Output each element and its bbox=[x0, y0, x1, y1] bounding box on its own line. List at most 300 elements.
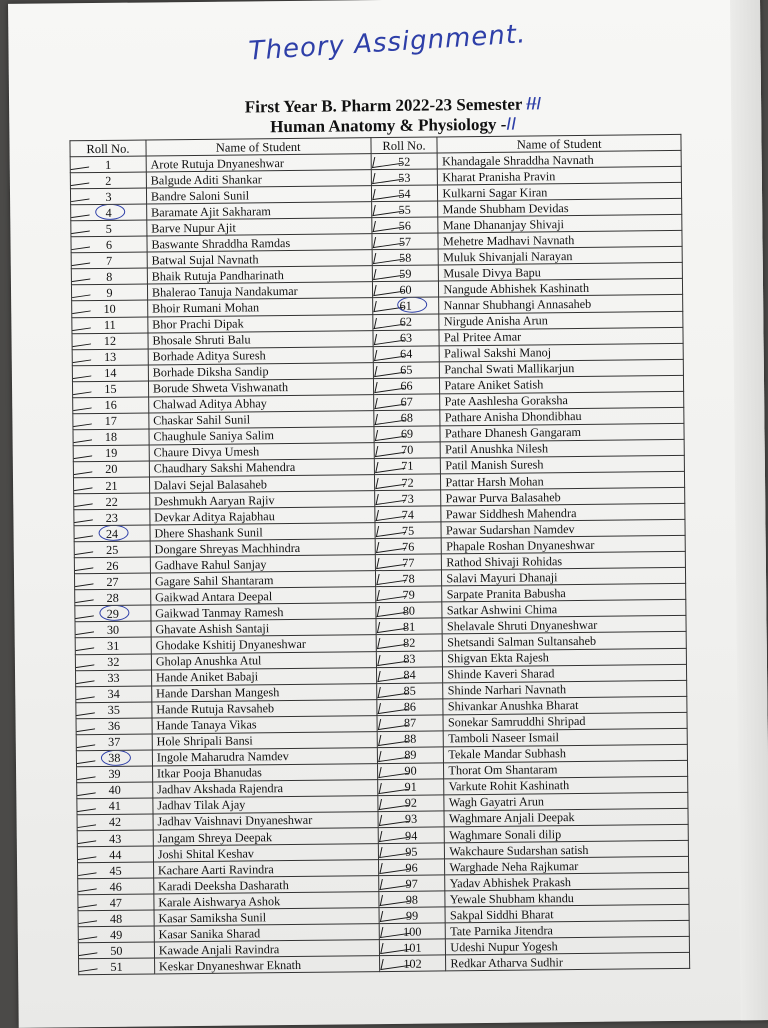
roll-cell-left-text: 39 bbox=[108, 767, 121, 782]
check-mark-icon bbox=[77, 766, 98, 780]
name-cell-right-text: Yadav Abhishek Prakash bbox=[449, 874, 572, 891]
roll-cell-right-text: 73 bbox=[401, 491, 414, 506]
roll-cell-right bbox=[372, 249, 439, 266]
handwritten-title: Theory Assignment. bbox=[247, 19, 528, 67]
name-cell-left-text: Hande Darshan Mangesh bbox=[156, 685, 280, 701]
name-cell-right-text: Nannar Shubhangi Annasaheb bbox=[443, 296, 592, 313]
check-mark-icon bbox=[76, 670, 97, 684]
name-cell-right-text: Shinde Kaveri Sharad bbox=[447, 666, 555, 682]
name-cell-right-text: Patare Aniket Satish bbox=[444, 377, 544, 393]
roll-cell-left-text: 29 bbox=[106, 606, 120, 621]
roll-cell-right bbox=[373, 426, 440, 443]
name-cell-left-text: Kawade Anjali Ravindra bbox=[158, 942, 280, 958]
roll-cell-left bbox=[71, 236, 147, 253]
roll-cell-left-text: 26 bbox=[106, 558, 119, 573]
roll-cell-left bbox=[74, 541, 150, 558]
roll-cell-left bbox=[75, 621, 151, 638]
name-cell-left-text: Dalavi Sejal Balasaheb bbox=[153, 476, 268, 492]
name-cell-left-text: Jadhav Tilak Ajay bbox=[157, 797, 246, 813]
pen-circle-mark bbox=[95, 204, 125, 220]
pen-circle-mark bbox=[101, 750, 131, 766]
name-cell-right-text: Shetsandi Salman Sultansaheb bbox=[447, 633, 597, 650]
roll-cell-left bbox=[75, 589, 151, 606]
roll-cell-right bbox=[376, 683, 443, 700]
roll-cell-right-text: 101 bbox=[403, 940, 422, 955]
name-cell-left-text: Dongare Shreyas Machhindra bbox=[154, 540, 301, 557]
pen-circle-mark bbox=[98, 525, 128, 541]
name-cell-right-text: Pawar Siddhesh Mahendra bbox=[445, 505, 577, 521]
roll-cell-right bbox=[379, 955, 446, 972]
roll-cell-left-text: 42 bbox=[108, 815, 122, 830]
roll-cell-right-text: 77 bbox=[402, 555, 415, 570]
roll-cell-left bbox=[70, 172, 146, 189]
roll-cell-left bbox=[73, 397, 149, 414]
check-mark-icon bbox=[75, 622, 96, 636]
name-cell-right-text: Kulkarni Sagar Kiran bbox=[442, 184, 548, 201]
name-cell-right-text: Mande Shubham Devidas bbox=[442, 200, 569, 217]
roll-cell-left-text: 8 bbox=[106, 269, 113, 284]
name-cell-left-text: Arote Rutuja Dnyaneshwar bbox=[150, 155, 284, 172]
name-cell-left-text: Itkar Pooja Bhanudas bbox=[156, 765, 262, 781]
roll-cell-right bbox=[373, 394, 440, 411]
name-cell-left bbox=[154, 956, 379, 974]
roll-cell-left bbox=[78, 926, 154, 943]
roll-cell-left bbox=[74, 493, 150, 510]
roll-cell-right-text: 53 bbox=[398, 170, 411, 185]
roll-cell-right bbox=[372, 330, 439, 347]
roll-cell-left-text: 23 bbox=[105, 510, 118, 525]
roll-cell-right bbox=[372, 265, 439, 282]
check-mark-icon bbox=[76, 734, 97, 748]
roll-cell-right bbox=[373, 410, 440, 427]
roll-cell-right-text: 76 bbox=[402, 539, 415, 554]
check-mark-icon bbox=[77, 782, 98, 796]
roll-cell-right bbox=[371, 185, 438, 202]
roll-cell-left bbox=[77, 814, 153, 831]
name-cell-left-text: Chaudhary Sakshi Mahendra bbox=[153, 460, 296, 476]
roll-cell-right-text: 74 bbox=[401, 507, 415, 522]
roll-cell-right-text: 89 bbox=[404, 747, 417, 763]
check-mark-icon bbox=[70, 173, 91, 187]
name-cell-right-text: Thorat Om Shantaram bbox=[448, 762, 558, 778]
header-name-left: Name of Student bbox=[146, 138, 371, 156]
name-cell-left-text: Karadi Deeksha Dasharath bbox=[158, 877, 289, 894]
roll-cell-left-text: 32 bbox=[107, 654, 120, 669]
roll-cell-right bbox=[372, 313, 439, 330]
roll-cell-left-text: 45 bbox=[109, 863, 122, 878]
roll-cell-right-text: 52 bbox=[397, 154, 411, 169]
roll-cell-left bbox=[74, 509, 150, 526]
check-mark-icon bbox=[79, 959, 100, 973]
roll-cell-left bbox=[76, 718, 152, 735]
name-cell-right-text: Kharat Pranisha Pravin bbox=[442, 168, 556, 185]
roll-cell-left-text: 16 bbox=[104, 398, 117, 413]
roll-cell-left bbox=[78, 894, 154, 911]
roll-cell-left bbox=[78, 910, 154, 927]
roll-cell-right bbox=[371, 169, 438, 186]
check-mark-icon bbox=[76, 718, 97, 732]
roll-cell-right-text: 67 bbox=[400, 394, 413, 410]
roll-cell-right bbox=[378, 843, 445, 860]
check-mark-icon bbox=[71, 205, 92, 219]
check-mark-icon bbox=[71, 237, 92, 251]
roll-cell-left bbox=[72, 317, 148, 334]
roll-cell-left bbox=[73, 429, 149, 446]
roll-cell-right bbox=[371, 233, 438, 250]
roll-cell-left-text: 46 bbox=[109, 879, 122, 894]
roll-cell-left-text: 30 bbox=[106, 622, 120, 637]
name-cell-right-text: Paliwal Sakshi Manoj bbox=[444, 345, 552, 361]
check-mark-icon bbox=[77, 831, 98, 845]
roll-cell-right-text: 88 bbox=[404, 731, 417, 747]
pen-circle-mark bbox=[99, 605, 129, 621]
roll-cell-left bbox=[76, 670, 152, 687]
roll-cell-left bbox=[77, 846, 153, 863]
roll-cell-right bbox=[376, 699, 443, 716]
roll-cell-left bbox=[78, 862, 154, 879]
name-cell-right-text: Pal Pritee Amar bbox=[443, 329, 522, 345]
roll-cell-left bbox=[70, 188, 146, 205]
check-mark-icon bbox=[78, 911, 99, 925]
roll-cell-right-text: 84 bbox=[403, 667, 416, 682]
roll-cell-right-text: 80 bbox=[402, 603, 416, 618]
name-cell-right-text: Khandagale Shraddha Navnath bbox=[442, 152, 594, 168]
roll-cell-right-text: 86 bbox=[403, 699, 417, 714]
name-cell-left-text: Dhere Shashank Sunil bbox=[154, 524, 263, 541]
header-roll-no-left: Roll No. bbox=[70, 140, 146, 157]
name-cell-right-text: Nirgude Anisha Arun bbox=[443, 313, 548, 329]
roll-cell-left-text: 3 bbox=[105, 189, 112, 204]
roll-cell-right-text: 56 bbox=[398, 218, 411, 233]
check-mark-icon bbox=[77, 798, 98, 812]
roll-cell-left-text: 17 bbox=[104, 414, 117, 429]
student-roster-table bbox=[69, 134, 690, 976]
roll-cell-right-text: 83 bbox=[403, 651, 416, 666]
name-cell-right-text: Warghade Neha Rajkumar bbox=[449, 858, 579, 874]
name-cell-right-text: Mane Dhananjay Shivaji bbox=[442, 216, 565, 233]
name-cell-right-text: Redkar Atharva Sudhir bbox=[450, 955, 563, 971]
check-mark-icon bbox=[74, 494, 95, 508]
name-cell-left-text: Chalwad Aditya Abhay bbox=[153, 396, 267, 412]
name-cell-left-text: Bhoir Rumani Mohan bbox=[152, 300, 260, 316]
roll-cell-right bbox=[378, 859, 445, 876]
check-mark-icon bbox=[77, 814, 98, 828]
roll-cell-left bbox=[77, 782, 153, 799]
roll-cell-left-text: 31 bbox=[107, 638, 120, 653]
name-cell-right-text: Shinde Narhari Navnath bbox=[447, 682, 567, 698]
name-cell-left-text: Bhosale Shruti Balu bbox=[152, 332, 251, 348]
check-mark-icon bbox=[73, 397, 94, 411]
roll-cell-right-text: 85 bbox=[403, 683, 416, 698]
name-cell-left-text: Gaikwad Tanmay Ramesh bbox=[155, 604, 284, 621]
roll-cell-right-text: 72 bbox=[401, 475, 414, 490]
check-mark-icon bbox=[71, 285, 92, 299]
heading-semester-pen: I bbox=[536, 94, 542, 115]
roll-cell-right-text: 81 bbox=[402, 619, 416, 634]
name-cell-right-text: Panchal Swati Mallikarjun bbox=[444, 361, 575, 377]
check-mark-icon bbox=[75, 638, 96, 652]
name-cell-right-text: Patil Manish Suresh bbox=[445, 457, 544, 473]
paper-sheet bbox=[8, 0, 768, 1028]
roll-cell-right-text: 78 bbox=[402, 571, 415, 586]
roll-cell-right bbox=[371, 153, 438, 170]
roll-cell-left-text: 21 bbox=[105, 478, 118, 493]
roll-cell-right bbox=[373, 346, 440, 363]
check-mark-icon bbox=[76, 686, 97, 700]
roll-cell-left bbox=[78, 942, 154, 959]
name-cell-left-text: Chaughule Saniya Salim bbox=[153, 428, 275, 444]
check-mark-icon bbox=[70, 189, 91, 203]
roll-cell-left-text: 4 bbox=[105, 205, 112, 220]
name-cell-left-text: Gaikwad Antara Deepal bbox=[155, 589, 273, 605]
roll-cell-right-text: 96 bbox=[405, 860, 418, 875]
check-mark-icon bbox=[72, 381, 93, 395]
name-cell-left-text: Borhade Aditya Suresh bbox=[152, 348, 266, 364]
name-cell-right-text: Rathod Shivaji Rohidas bbox=[446, 553, 563, 570]
roll-cell-right bbox=[375, 570, 442, 587]
roll-cell-left bbox=[77, 830, 153, 847]
roll-cell-right bbox=[377, 731, 444, 748]
roll-cell-left-text: 49 bbox=[110, 927, 123, 942]
check-mark-icon bbox=[78, 927, 99, 941]
roll-cell-right-text: 58 bbox=[399, 250, 412, 265]
roll-cell-left-text: 6 bbox=[105, 237, 113, 252]
roll-cell-right bbox=[377, 747, 444, 764]
roll-cell-right bbox=[377, 715, 444, 732]
name-cell-right-text: Pawar Sudarshan Namdev bbox=[445, 521, 575, 538]
roll-cell-right-text: 64 bbox=[400, 346, 413, 361]
name-cell-right-text: Patil Anushka Nilesh bbox=[445, 441, 549, 457]
roll-cell-right bbox=[372, 297, 439, 314]
roll-cell-right-text: 61 bbox=[399, 298, 412, 313]
name-cell-left-text: Devkar Aditya Rajabhau bbox=[154, 508, 275, 525]
roll-cell-left bbox=[72, 349, 148, 366]
heading-line2-text: Human Anatomy & Physiology - bbox=[270, 114, 507, 137]
roll-cell-left bbox=[73, 461, 149, 478]
name-cell-left-text: Jangam Shreya Deepak bbox=[157, 829, 273, 845]
check-mark-icon bbox=[72, 301, 93, 315]
roll-cell-right bbox=[377, 779, 444, 796]
roll-cell-left bbox=[70, 156, 146, 173]
roll-cell-left-text: 47 bbox=[109, 895, 123, 910]
roll-cell-left bbox=[74, 573, 150, 590]
name-cell-right-text: Sonekar Samruddhi Shripad bbox=[447, 714, 586, 730]
roll-cell-left-text: 18 bbox=[104, 430, 118, 445]
roll-cell-left-text: 14 bbox=[104, 365, 117, 381]
check-mark-icon bbox=[75, 590, 96, 604]
name-cell-right-text: Mehetre Madhavi Navnath bbox=[442, 232, 575, 249]
roll-cell-left-text: 11 bbox=[103, 317, 116, 332]
roll-cell-right-text: 55 bbox=[398, 202, 411, 217]
roll-cell-right bbox=[379, 923, 446, 940]
name-cell-right-text: Udeshi Nupur Yogesh bbox=[450, 939, 558, 955]
roll-cell-right bbox=[375, 602, 442, 619]
name-cell-right-text: Salavi Mayuri Dhanaji bbox=[446, 569, 558, 586]
roll-cell-left bbox=[75, 653, 151, 670]
name-cell-left-text: Jadhav Vaishnavi Dnyaneshwar bbox=[157, 813, 313, 829]
roll-cell-left-text: 19 bbox=[104, 446, 118, 461]
name-cell-right-text: Sarpate Pranita Babusha bbox=[446, 585, 566, 602]
name-cell-left-text: Chaskar Sahil Sunil bbox=[153, 412, 251, 428]
roll-cell-left-text: 25 bbox=[105, 542, 119, 557]
roll-cell-right bbox=[374, 522, 441, 539]
roll-cell-right-text: 82 bbox=[403, 635, 416, 650]
roll-cell-left-text: 28 bbox=[106, 590, 119, 605]
roll-cell-left-text: 35 bbox=[107, 702, 121, 718]
roll-cell-left-text: 15 bbox=[104, 382, 117, 397]
name-cell-left-text: Keskar Dnyaneshwar Eknath bbox=[158, 957, 302, 974]
name-cell-left-text: Baramate Ajit Sakharam bbox=[150, 203, 271, 220]
name-cell-left-text: Kasar Sanika Sharad bbox=[158, 926, 261, 942]
roll-cell-left-text: 51 bbox=[110, 959, 123, 974]
check-mark-icon bbox=[72, 333, 93, 347]
roll-cell-right-text: 65 bbox=[400, 362, 413, 378]
name-cell-left-text: Kasar Samiksha Sunil bbox=[158, 910, 267, 926]
roll-cell-right-text: 71 bbox=[401, 459, 414, 474]
name-cell-left-text: Ingole Maharudra Namdev bbox=[156, 749, 289, 765]
roll-cell-right bbox=[373, 378, 440, 395]
roll-cell-left bbox=[72, 381, 148, 398]
roll-cell-left-text: 12 bbox=[103, 333, 117, 349]
name-cell-left-text: Gholap Anushka Atul bbox=[155, 653, 262, 669]
check-mark-icon bbox=[77, 847, 98, 861]
roll-cell-left bbox=[72, 365, 148, 382]
roll-cell-right bbox=[375, 618, 442, 635]
name-cell-left-text: Baswante Shraddha Ramdas bbox=[151, 235, 291, 252]
check-mark-icon bbox=[72, 317, 93, 331]
header-name-right: Name of Student bbox=[437, 134, 681, 153]
check-mark-icon bbox=[78, 943, 99, 957]
name-cell-right-text: Pawar Purva Balasaheb bbox=[445, 489, 561, 505]
roll-cell-left bbox=[71, 220, 147, 237]
name-cell-right bbox=[446, 953, 690, 972]
roll-cell-right bbox=[374, 506, 441, 523]
roll-cell-left-text: 13 bbox=[103, 349, 117, 365]
check-mark-icon bbox=[73, 445, 94, 459]
roll-cell-left-text: 41 bbox=[108, 799, 122, 814]
roll-cell-right bbox=[379, 907, 446, 924]
roll-cell-right bbox=[378, 811, 445, 828]
roll-cell-left-text: 27 bbox=[106, 574, 119, 589]
name-cell-right-text: Varkute Rohit Kashinath bbox=[448, 778, 570, 794]
name-cell-right-text: Muluk Shivanjali Narayan bbox=[443, 248, 573, 265]
check-mark-icon bbox=[74, 574, 95, 588]
roll-cell-right bbox=[377, 795, 444, 812]
name-cell-left-text: Bandre Saloni Sunil bbox=[150, 188, 250, 204]
roll-cell-right-text: 69 bbox=[400, 427, 414, 442]
header-roll-no-right: Roll No. bbox=[370, 137, 437, 154]
roll-cell-right bbox=[371, 201, 438, 218]
name-cell-left-text: Hole Shripali Bansi bbox=[156, 733, 253, 749]
check-mark-icon bbox=[73, 429, 94, 443]
roll-cell-right-text: 102 bbox=[403, 956, 422, 971]
name-cell-left-text: Gadhave Rahul Sanjay bbox=[154, 556, 267, 573]
roll-cell-right bbox=[376, 650, 443, 667]
roll-cell-right-text: 54 bbox=[398, 186, 411, 201]
check-mark-icon bbox=[74, 542, 95, 556]
name-cell-left-text: Karale Aishwarya Ashok bbox=[158, 893, 281, 910]
roll-cell-right bbox=[371, 217, 438, 234]
roll-cell-right-text: 87 bbox=[403, 715, 417, 731]
roll-cell-left bbox=[72, 333, 148, 350]
roll-cell-right bbox=[377, 763, 444, 780]
roll-cell-right bbox=[374, 442, 441, 459]
roll-cell-left-text: 33 bbox=[107, 670, 120, 685]
roll-cell-right bbox=[374, 458, 441, 475]
roll-cell-right-text: 57 bbox=[398, 234, 412, 249]
name-cell-right-text: Tamboli Naseer Ismail bbox=[448, 730, 560, 746]
roll-cell-left bbox=[77, 798, 153, 815]
heading-subject-pen: II bbox=[506, 114, 517, 135]
name-cell-left-text: Hande Aniket Babaji bbox=[155, 669, 259, 685]
roll-cell-left bbox=[76, 750, 152, 767]
roll-cell-left-text: 24 bbox=[105, 526, 119, 541]
roll-cell-left bbox=[75, 637, 151, 654]
name-cell-left-text: Jadhav Akshada Rajendra bbox=[157, 781, 284, 797]
name-cell-left-text: Hande Tanaya Vikas bbox=[156, 717, 257, 733]
roll-cell-right-text: 60 bbox=[399, 282, 412, 297]
check-mark-icon bbox=[74, 510, 95, 524]
roll-cell-left bbox=[73, 477, 149, 494]
name-cell-left-text: Joshi Shital Keshav bbox=[157, 845, 255, 861]
roll-cell-left bbox=[71, 284, 147, 301]
check-mark-icon bbox=[72, 349, 93, 363]
roll-cell-left bbox=[72, 300, 148, 317]
name-cell-left-text: Balgude Aditi Shankar bbox=[150, 171, 262, 188]
check-mark-icon bbox=[78, 895, 99, 909]
roll-cell-right bbox=[372, 281, 439, 298]
name-cell-right-text: Wagh Gayatri Arun bbox=[448, 794, 545, 810]
roll-cell-left-text: 48 bbox=[109, 911, 123, 926]
roll-cell-right-text: 92 bbox=[404, 796, 418, 811]
name-cell-right-text: Pattar Harsh Mohan bbox=[445, 473, 544, 489]
roll-cell-left-text: 10 bbox=[103, 301, 116, 316]
roll-cell-right bbox=[375, 538, 442, 555]
roll-cell-left bbox=[76, 702, 152, 719]
roll-cell-right-text: 66 bbox=[400, 378, 413, 394]
roll-cell-right bbox=[378, 875, 445, 892]
roll-cell-left-text: 9 bbox=[106, 285, 113, 300]
roll-cell-right bbox=[378, 827, 445, 844]
roll-cell-right-text: 75 bbox=[401, 523, 415, 538]
name-cell-left-text: Chaure Divya Umesh bbox=[153, 444, 260, 460]
roll-cell-right bbox=[375, 554, 442, 571]
check-mark-icon bbox=[75, 654, 96, 668]
name-cell-right-text: Wakchaure Sudarshan satish bbox=[449, 842, 589, 858]
roll-cell-left bbox=[74, 525, 150, 542]
check-mark-icon bbox=[76, 702, 97, 716]
name-cell-right-text: Pathare Anisha Dhondibhau bbox=[444, 409, 582, 425]
roll-cell-right bbox=[376, 666, 443, 683]
name-cell-right-text: Pate Aashlesha Goraksha bbox=[444, 393, 568, 409]
roll-cell-right bbox=[376, 634, 443, 651]
name-cell-right-text: Shivankar Anushka Bharat bbox=[447, 698, 579, 714]
paper-edge bbox=[730, 0, 768, 1020]
roll-cell-left-text: 1 bbox=[105, 157, 112, 172]
check-mark-icon bbox=[74, 526, 95, 540]
roll-cell-right-text: 62 bbox=[399, 314, 413, 329]
name-cell-left-text: Gagare Sahil Shantaram bbox=[154, 572, 274, 589]
name-cell-left-text: Ghavate Ashish Santaji bbox=[155, 621, 270, 637]
roll-cell-left bbox=[74, 557, 150, 574]
name-cell-left-text: Kachare Aarti Ravindra bbox=[157, 861, 274, 878]
roll-cell-right-text: 93 bbox=[404, 812, 418, 827]
roll-cell-left-text: 38 bbox=[108, 751, 121, 766]
roll-cell-left-text: 43 bbox=[109, 831, 122, 846]
name-cell-right-text: Satkar Ashwini Chima bbox=[446, 602, 558, 618]
roll-cell-left-text: 20 bbox=[105, 462, 118, 477]
name-cell-right-text: Pathare Dhanesh Gangaram bbox=[444, 425, 582, 441]
